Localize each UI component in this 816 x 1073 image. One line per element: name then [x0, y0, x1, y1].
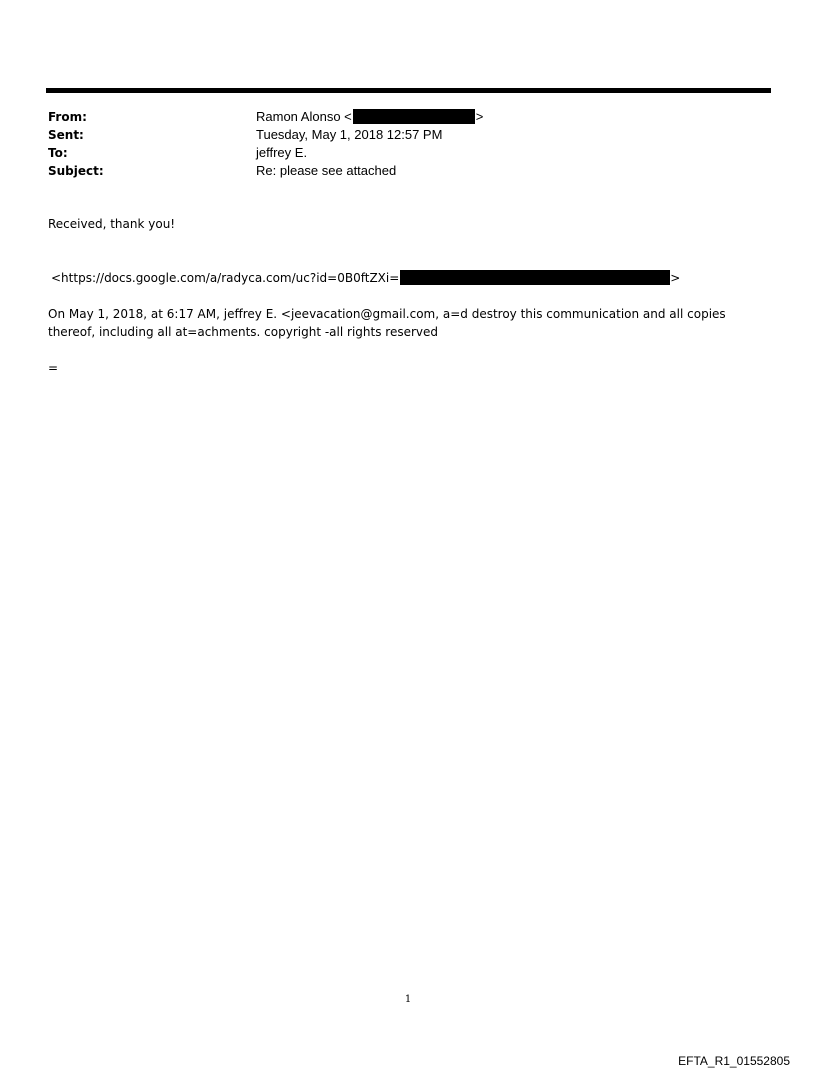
sent-label: Sent: — [48, 128, 84, 142]
link-line — [51, 269, 680, 287]
header-to-row — [48, 144, 768, 162]
to-label: To: — [48, 146, 68, 160]
subject-value: Re: please see attached — [256, 163, 397, 178]
header-sent-row — [48, 126, 768, 144]
link-close-bracket: > — [670, 271, 681, 285]
subject-label: Subject: — [48, 164, 104, 178]
redacted-link-block — [400, 270, 670, 285]
header-subject-row — [48, 162, 768, 180]
quoted-message: On May 1, 2018, at 6:17 AM, jeffrey E. <jeevacation@gmail.com, a=d destroy this communication and all copies thereof, including all at=achments. copyright -all rights reserved — [48, 307, 726, 339]
header-from-row — [48, 108, 768, 126]
redacted-email-block — [353, 109, 475, 124]
to-value: jeffrey E. — [256, 145, 308, 160]
from-label: From: — [48, 110, 87, 124]
page-number: 1 — [404, 994, 412, 1005]
sent-value: Tuesday, May 1, 2018 12:57 PM — [256, 127, 443, 142]
from-name: Ramon Alonso < — [256, 109, 352, 124]
link-text[interactable]: <https://docs.google.com/a/radyca.com/uc?id=0B0ftZXi= — [51, 271, 400, 285]
greeting-text: Received, thank you! — [48, 217, 176, 231]
from-close-bracket: > — [475, 109, 484, 124]
from-value — [256, 108, 483, 126]
trailer-text: = — [48, 361, 59, 375]
header-rule — [46, 88, 771, 93]
document-id: EFTA_R1_01552805 — [678, 1054, 790, 1068]
